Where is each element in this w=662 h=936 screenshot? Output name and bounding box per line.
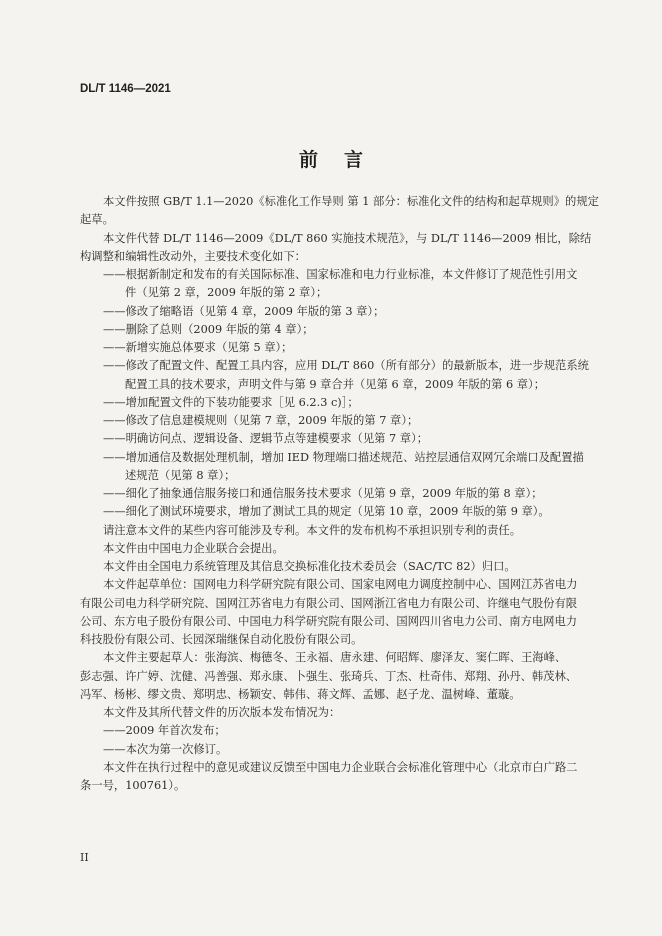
paragraph-committee: 本文件由全国电力系统管理及其信息交换标准化技术委员会（SAC/TC 82）归口。 xyxy=(103,560,516,573)
list-item-change: ——修改了缩略语（见第 4 章，2009 年版的第 3 章）； xyxy=(103,304,385,318)
list-item-change: ——修改了信息建模规则（见第 7 章，2009 年版的第 7 章）； xyxy=(103,414,419,427)
history-item: ——本次为第一次修订。 xyxy=(103,742,228,756)
list-item-change: ——细化了测试环境要求，增加了测试工具的规定（见第 10 章，2009 年版的第 9 章）。 xyxy=(103,505,550,519)
paragraph-drafting-units: 本文件起草单位：国网电力科学研究院有限公司、国家电网电力调度控制中心、国网江苏省电力 有限公司电力科学研究院、国网江苏省电力有限公司、国网浙江省电力有限公司、许继电气股份有限 公司、东方电子股份有限公司、中国电力科学研究院有限公司、国网四川省电力公司、南方电网电力 科技股份有限公司、长园深瑞继保自动化股份有限公司。 xyxy=(80,578,578,646)
list-item-change: ——修改了配置文件、配置工具内容，应用 DL/T 860（所有部分）的最新版本，进一步规范系统 配置工具的技术要求，声明文件与第 9 章合并（见第 6 章，2009 年版的第 6 章）； xyxy=(103,359,589,391)
list-item-change: ——删除了总则（2009 年版的第 4 章）； xyxy=(103,322,314,336)
paragraph-patent-notice: 请注意本文件的某些内容可能涉及专利。本文件的发布机构不承担识别专利的责任。 xyxy=(103,523,521,537)
list-item-change: ——新增实施总体要求（见第 5 章）； xyxy=(103,341,293,354)
paragraph-replacement: 本文件代替 DL/T 1146—2009《DL/T 860 实施技术规范》，与 DL/T 1146—2009 相比，除结构调整和编辑性改动外，主要技术变化如下： xyxy=(80,231,592,263)
paragraph-drafting-rules: 本文件按照 GB/T 1.1—2020《标准化工作导则 第 1 部分：标准化文件的结构和起草规则》的规定起草。 xyxy=(80,195,599,227)
paragraph-feedback: 本文件在执行过程中的意见或建议反馈至中国电力企业联合会标准化管理中心（北京市白广路二 条一号，100761）。 xyxy=(80,760,578,792)
list-item-change: ——根据新制定和发布的有关国际标准、国家标准和电力行业标准，本文件修订了规范性引用文 件（见第 2 章，2009 年版的第 2 章）； xyxy=(103,268,578,300)
foreword-body xyxy=(80,193,600,795)
list-item-change: ——增加通信及数据处理机制，增加 IED 物理端口描述规范、站控层通信双网冗余端口及配置描 述规范（见第 8 章）； xyxy=(103,450,584,482)
list-item-change: ——增加配置文件的下装功能要求［见 6.2.3 c)］； xyxy=(103,395,359,409)
list-item-change: ——细化了抽象通信服务接口和通信服务技术要求（见第 9 章，2009 年版的第 8 章）； xyxy=(103,487,543,500)
paragraph-history: 本文件及其所代替文件的历次版本发布情况为： xyxy=(103,706,341,719)
document-id: DL/T 1146—2021 xyxy=(80,83,171,95)
list-item-change: ——明确访问点、逻辑设备、逻辑节点等建模要求（见第 7 章）； xyxy=(103,432,429,446)
page-title: 前言 xyxy=(298,149,389,171)
paragraph-proposer: 本文件由中国电力企业联合会提出。 xyxy=(103,541,284,555)
page-number: II xyxy=(80,851,89,864)
paragraph-drafters: 本文件主要起草人：张海滨、梅德冬、王永福、唐永建、何昭辉、廖泽友、窦仁晖、王海峰、 彭志强、许广婷、沈健、冯善强、郑永康、卜强生、张琦兵、丁杰、杜奇伟、郑翔、孙丹、韩茂林、 冯军、杨彬、缪文贵、郑明忠、杨颖安、韩伟、蒋文辉、孟娜、赵子龙、温树峰、董璇。 xyxy=(80,651,578,701)
history-item: ——2009 年首次发布； xyxy=(103,724,226,738)
